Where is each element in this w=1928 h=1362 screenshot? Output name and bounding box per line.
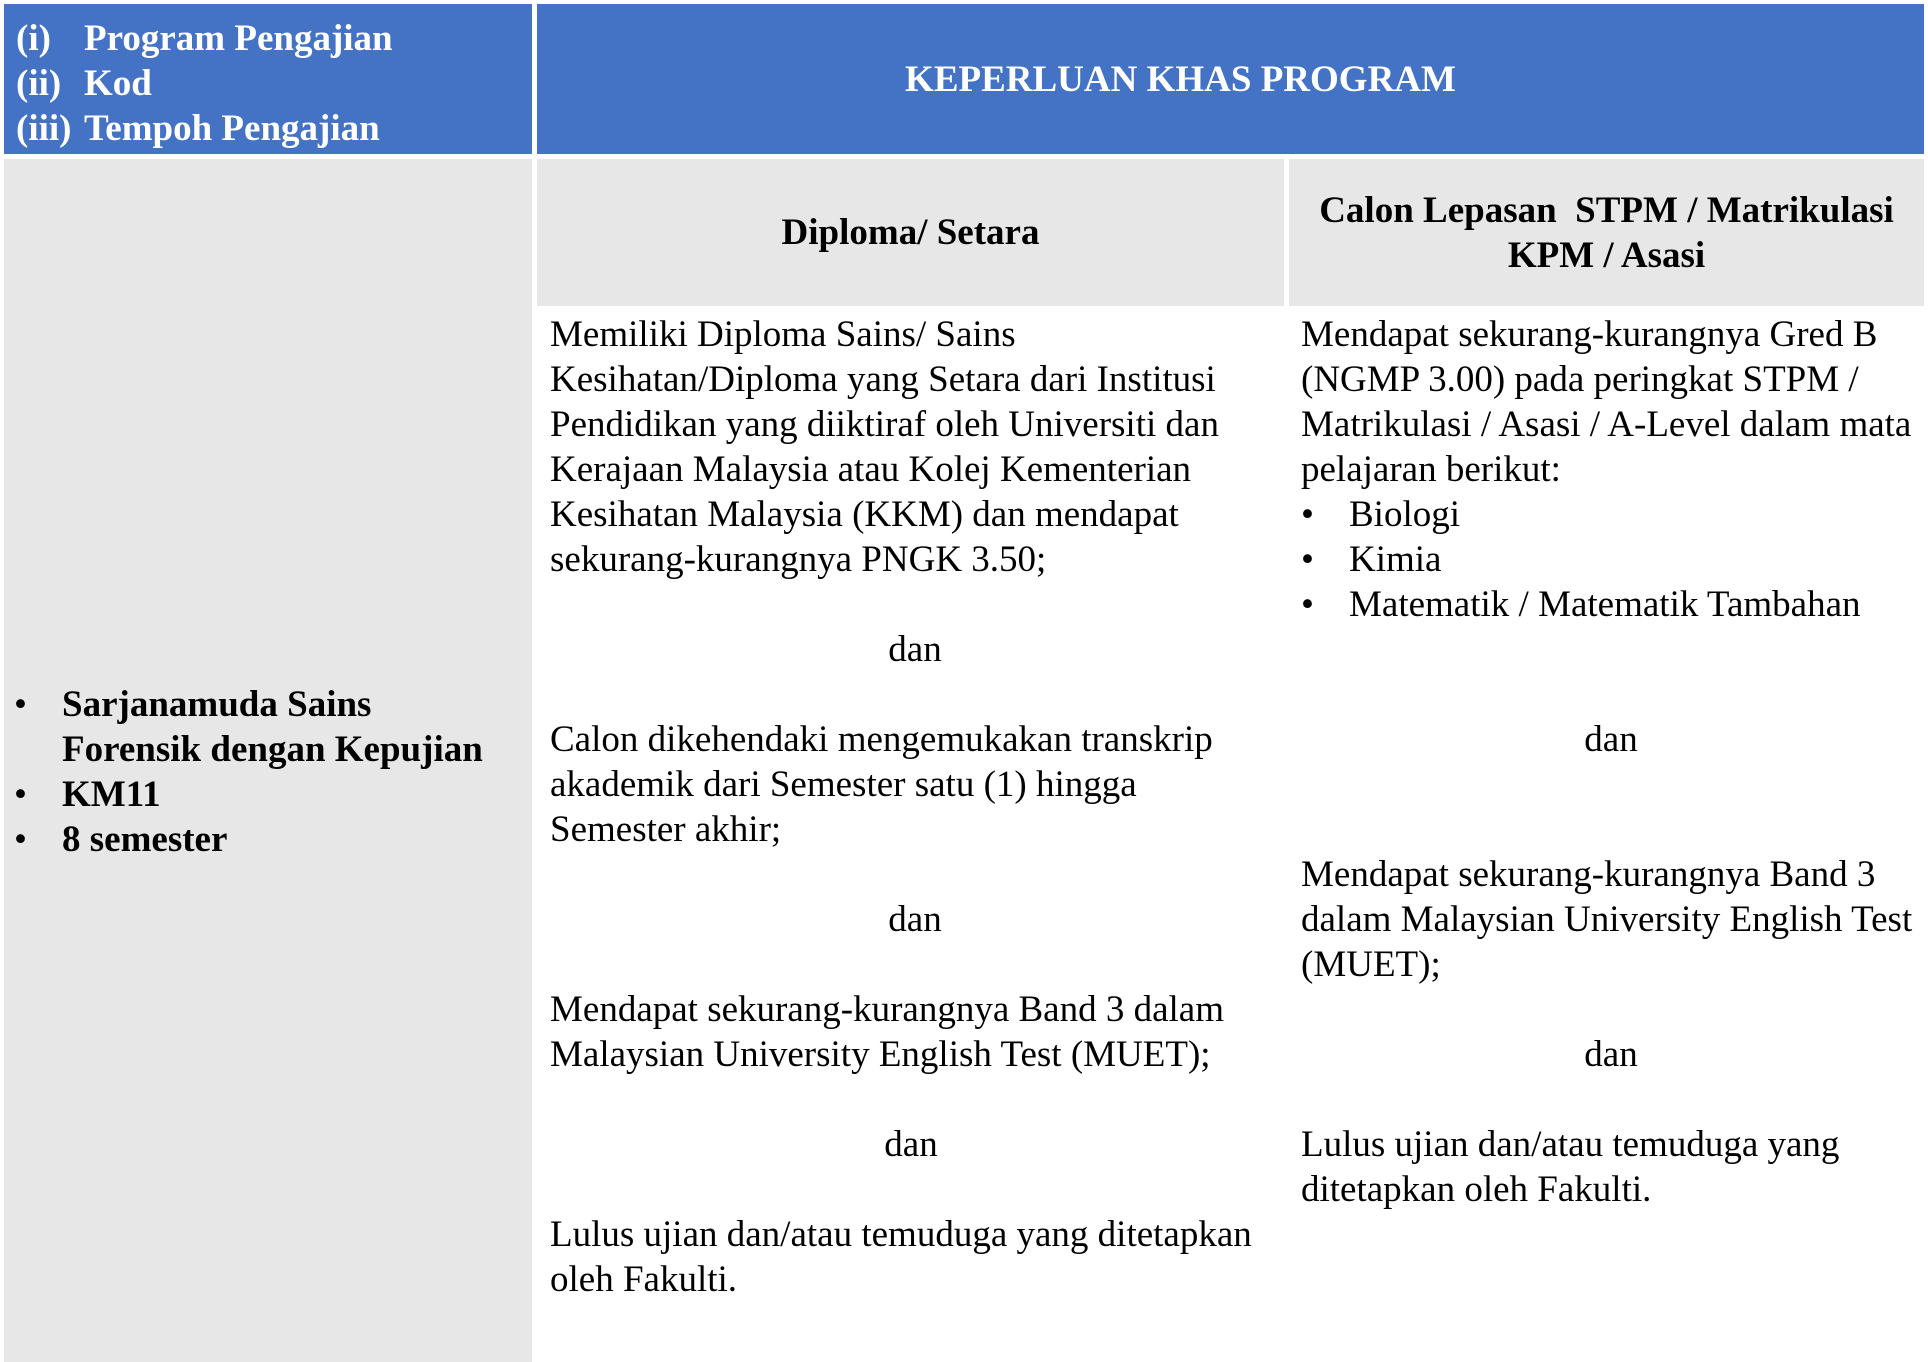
subject-name: Matematik / Matematik Tambahan <box>1349 584 1861 625</box>
program-duration: 8 semester <box>62 819 228 860</box>
stpm-heading <box>1319 188 1894 278</box>
list-item <box>1301 582 1921 627</box>
bullet-icon: • <box>1301 539 1314 580</box>
stpm-heading-line1: Calon Lepasan STPM / Matrikulasi <box>1319 189 1894 231</box>
subject-list <box>1301 492 1921 627</box>
stpm-requirements <box>1301 312 1921 1352</box>
stpm-heading-cell <box>1289 159 1924 306</box>
stpm-req-grade: Mendapat sekurang-kurangnya Gred B (NGMP 3.00) pada peringkat STPM / Matrikulasi / Asasi / A-Level dalam mata pelajaran berikut: <box>1301 314 1912 490</box>
header-title-cell <box>537 4 1924 154</box>
bullet-icon: • <box>14 819 27 860</box>
header-item-label: Kod <box>84 63 152 104</box>
list-item <box>1301 537 1921 582</box>
connector-and: dan <box>884 1124 938 1165</box>
program-code: KM11 <box>62 774 161 815</box>
program-cell <box>4 159 532 1362</box>
subject-name: Kimia <box>1349 539 1442 580</box>
diploma-heading: Diploma/ Setara <box>781 212 1040 253</box>
list-item <box>14 817 514 862</box>
diploma-requirements <box>550 312 1280 1352</box>
header-item-num: (ii) <box>16 63 62 104</box>
header-item-program <box>16 16 532 61</box>
list-item <box>14 772 514 817</box>
list-item <box>1301 492 1921 537</box>
stpm-req-muet: Mendapat sekurang-kurangnya Band 3 dalam Malaysian University English Test (MUET); <box>1301 854 1913 985</box>
connector-and: dan <box>888 899 942 940</box>
program-list <box>14 682 514 862</box>
header-item-num: (iii) <box>16 108 72 149</box>
header-item-label: Tempoh Pengajian <box>84 108 380 149</box>
diploma-req-muet: Mendapat sekurang-kurangnya Band 3 dalam Malaysian University English Test (MUET); <box>550 989 1225 1075</box>
diploma-heading-cell <box>537 159 1284 306</box>
header-program-info <box>4 4 532 154</box>
bullet-icon: • <box>14 774 27 815</box>
bullet-icon: • <box>14 684 27 725</box>
header-item-duration <box>16 106 532 151</box>
diploma-req-transcript: Calon dikehendaki mengemukakan transkrip akademik dari Semester satu (1) hingga Semester akhir; <box>550 719 1213 850</box>
header-item-num: (i) <box>16 18 51 59</box>
stpm-heading-line2: KPM / Asasi <box>1507 234 1706 276</box>
diploma-req-interview: Lulus ujian dan/atau temuduga yang ditetapkan oleh Fakulti. <box>550 1214 1252 1300</box>
header-item-code <box>16 61 532 106</box>
connector-and: dan <box>1584 1034 1638 1075</box>
connector-and: dan <box>888 629 942 670</box>
header-item-label: Program Pengajian <box>84 18 393 59</box>
bullet-icon: • <box>1301 494 1314 535</box>
list-item <box>14 682 514 772</box>
diploma-req-qualification: Memiliki Diploma Sains/ Sains Kesihatan/Diploma yang Setara dari Institusi Pendidikan yang diiktiraf oleh Universiti dan Kerajaan Malaysia atau Kolej Kementerian Kesihatan Malaysia (KKM) dan mendapat sekurang-kurangnya PNGK 3.50; <box>550 314 1219 580</box>
program-name: Sarjanamuda Sains Forensik dengan Kepujian <box>62 684 483 770</box>
stpm-req-interview: Lulus ujian dan/atau temuduga yang ditetapkan oleh Fakulti. <box>1301 1124 1840 1210</box>
bullet-icon: • <box>1301 584 1314 625</box>
page-title: KEPERLUAN KHAS PROGRAM <box>905 58 1456 100</box>
connector-and: dan <box>1584 719 1638 760</box>
subject-name: Biologi <box>1349 494 1461 535</box>
